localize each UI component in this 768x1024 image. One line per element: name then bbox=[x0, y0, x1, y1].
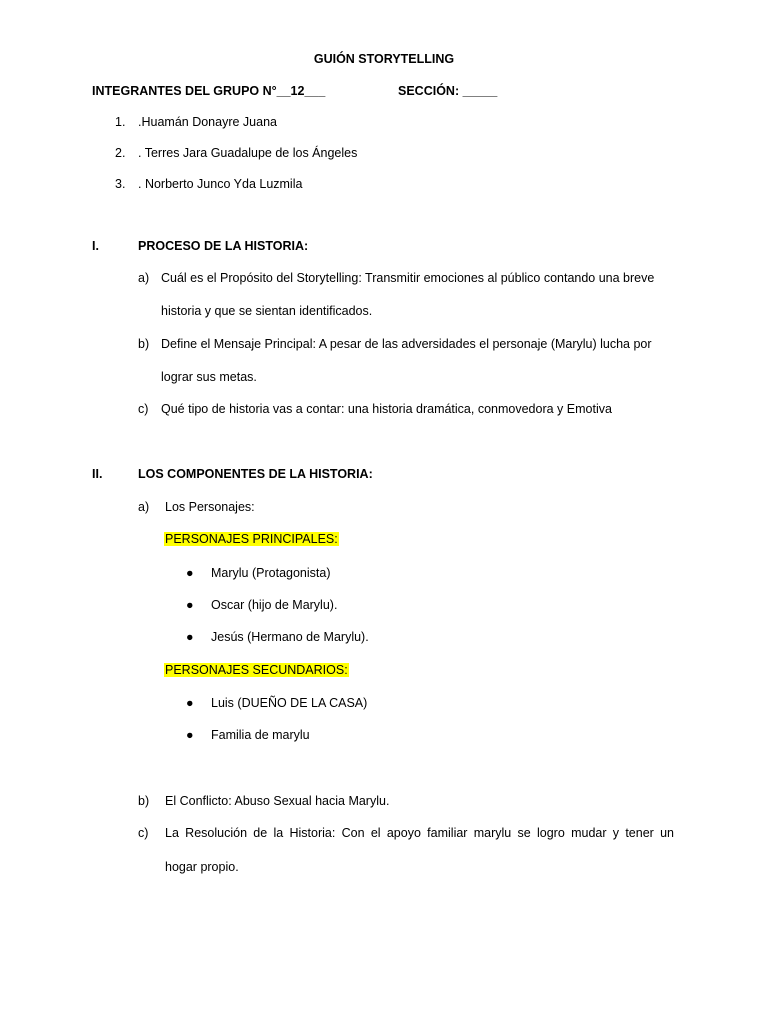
character-item: Jesús (Hermano de Marylu). bbox=[211, 630, 369, 644]
member-number: 2. bbox=[115, 146, 126, 160]
section-number: I. bbox=[92, 239, 99, 253]
member-number: 3. bbox=[115, 177, 126, 191]
bullet-icon: ● bbox=[186, 696, 194, 710]
item-letter: a) bbox=[138, 271, 150, 285]
section-label: SECCIÓN: _____ bbox=[398, 84, 498, 98]
bullet-icon: ● bbox=[186, 630, 194, 644]
member-name: . Norberto Junco Yda Luzmila bbox=[138, 177, 303, 191]
item-text: Qué tipo de historia vas a contar: una historia dramática, conmovedora y Emotiva bbox=[161, 402, 612, 416]
member-name: .Huamán Donayre Juana bbox=[138, 115, 277, 129]
character-item: Oscar (hijo de Marylu). bbox=[211, 598, 338, 612]
character-item: Familia de marylu bbox=[211, 728, 310, 742]
item-letter: a) bbox=[138, 500, 150, 514]
section-heading: PROCESO DE LA HISTORIA: bbox=[138, 239, 309, 253]
bullet-icon: ● bbox=[186, 728, 194, 742]
item-text: La Resolución de la Historia: Con el apoyo familiar marylu se logro mudar y tener un bbox=[165, 826, 674, 840]
bullet-icon: ● bbox=[186, 566, 194, 580]
secondary-characters-heading bbox=[164, 662, 349, 678]
highlight: PERSONAJES PRINCIPALES: bbox=[165, 532, 338, 546]
item-text-continuation: hogar propio. bbox=[165, 860, 239, 874]
item-letter: c) bbox=[138, 826, 149, 840]
character-item: Luis (DUEÑO DE LA CASA) bbox=[211, 696, 368, 710]
item-letter: b) bbox=[138, 337, 150, 351]
member-number: 1. bbox=[115, 115, 126, 129]
section-number: II. bbox=[92, 467, 103, 481]
character-item: Marylu (Protagonista) bbox=[211, 566, 331, 580]
item-text: Cuál es el Propósito del Storytelling: Transmitir emociones al público contando una breve bbox=[161, 271, 655, 285]
item-letter: c) bbox=[138, 402, 149, 416]
item-text-continuation: historia y que se sientan identificados. bbox=[161, 304, 373, 318]
item-text: El Conflicto: Abuso Sexual hacia Marylu. bbox=[165, 794, 390, 808]
item-text-continuation: lograr sus metas. bbox=[161, 370, 257, 384]
item-letter: b) bbox=[138, 794, 150, 808]
item-text: Los Personajes: bbox=[165, 500, 255, 514]
bullet-icon: ● bbox=[186, 598, 194, 612]
item-text: Define el Mensaje Principal: A pesar de las adversidades el personaje (Marylu) lucha por bbox=[161, 337, 652, 351]
document-title: GUIÓN STORYTELLING bbox=[313, 52, 455, 66]
member-name: . Terres Jara Guadalupe de los Ángeles bbox=[138, 146, 358, 160]
group-number-label: INTEGRANTES DEL GRUPO N°__12___ bbox=[92, 84, 326, 98]
highlight: PERSONAJES SECUNDARIOS: bbox=[165, 663, 348, 677]
section-heading: LOS COMPONENTES DE LA HISTORIA: bbox=[138, 467, 373, 481]
principal-characters-heading bbox=[164, 531, 339, 547]
